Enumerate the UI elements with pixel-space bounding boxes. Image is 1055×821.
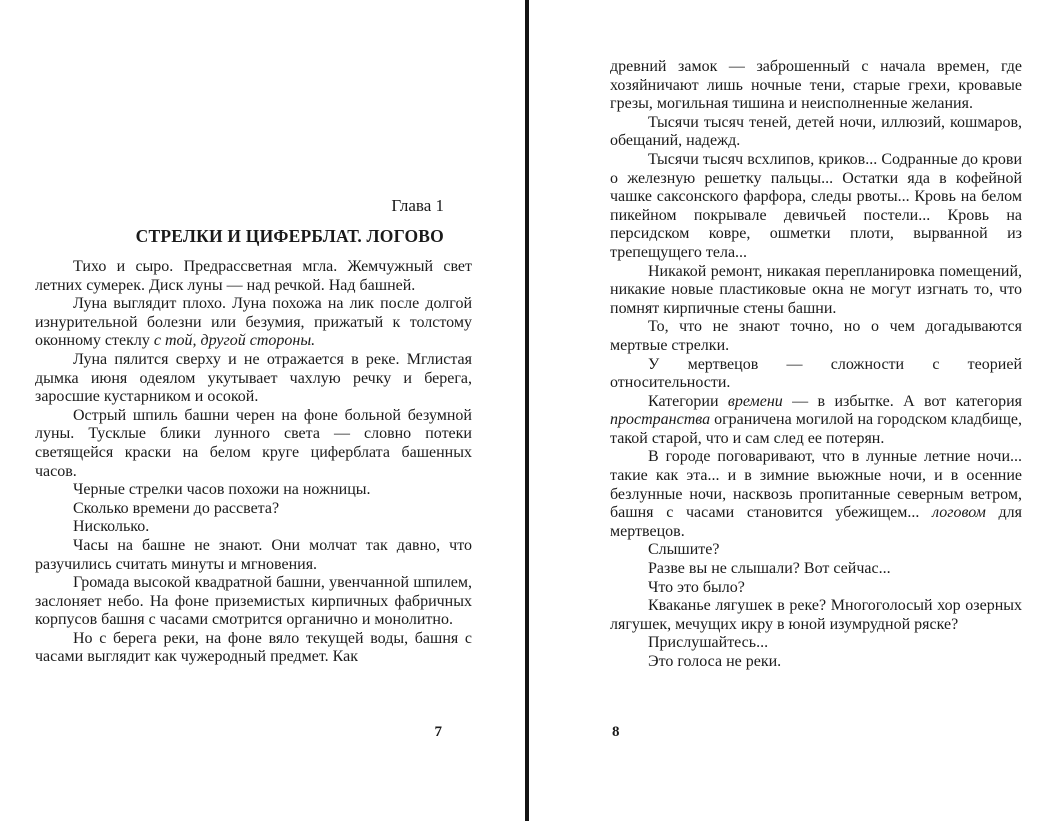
text-run: Черные стрелки часов похожи на ножницы. [73,481,371,499]
paragraph [35,407,472,481]
paragraph [610,114,1022,151]
text-run: Тысячи тысяч теней, детей ночи, иллюзий, кошмаров, обещаний, надежд. [610,113,1022,150]
text-run: древний замок — заброшенный с начала времен, где хозяйничают лишь ночные тени, старые грехи, кровавые грезы, могильная тишина и неисполненные желания. [610,58,1022,113]
paragraph [610,634,1022,653]
paragraph [610,653,1022,672]
italic-text-run: пространства [610,411,711,429]
text-run: ограничена могилой на городском кладбище, такой старой, что и сам след ее потерян. [610,411,1023,447]
paragraph [610,597,1022,634]
text-run: Категории [648,392,728,410]
paragraph [610,58,1022,114]
paragraph [35,500,472,519]
text-run: Что это было? [648,578,745,596]
paragraph [610,448,1022,541]
chapter-title: СТРЕЛКИ И ЦИФЕРБЛАТ. ЛОГОВО [135,226,444,246]
text-run: для мертвецов. [610,504,1023,540]
right-page [610,0,1022,821]
paragraph [35,351,472,407]
text-run: Тысячи тысяч всхлипов, криков... Содранные до крови о железную решетку пальцы... Остатки яда в кофейной чашке саксонского фарфора, следы рвоты... Кровь на белом пикейном покрывале девичьей постели... Кровь на персидском ковре, ошметки плоти, вырванной из трепещущего тела... [610,150,1022,261]
left-page-body [35,258,472,667]
italic-text-run: логовом [932,504,986,522]
text-run: — в избытке. А вот категория [782,392,1022,410]
text-run: Это голоса не реки. [648,653,782,670]
paragraph [610,579,1022,598]
paragraph [35,537,472,574]
chapter-label: Глава 1 [391,196,444,215]
text-run: Слышите? [648,541,720,559]
paragraph [610,356,1022,393]
italic-text-run: времени [727,392,783,410]
text-run: В городе поговаривают, что в лунные летние ночи... такие как эта... и в зимние вьюжные ночи, и в осенние безлунные ночи, насквозь пропитанные северным ветром, башня с часами становится убежищем... [610,448,1022,522]
text-run: Громада высокой квадратной башни, увенчанной шпилем, заслоняет небо. На фоне приземистых кирпичных фабричных корпусов башня с часами смотрится органично и монолитно. [35,574,472,629]
paragraph [35,481,472,500]
text-run: Луна пялится сверху и не отражается в реке. Мглистая дымка июня одеялом укутывает чахлую речку и берега, заросшие кустарником и осокой. [35,350,472,406]
spine-divider [525,0,529,821]
paragraph [610,560,1022,579]
text-run: Кваканье лягушек в реке? Многоголосый хор озерных лягушек, мечущих икру в юной изумрудной ряске? [610,597,1022,633]
text-run: Прислушайтесь... [648,634,769,652]
paragraph [35,574,472,630]
paragraph [35,258,472,295]
paragraph [35,295,472,351]
paragraph [35,630,472,667]
paragraph [610,393,1022,449]
text-run: Разве вы не слышали? Вот сейчас... [648,560,891,578]
paragraph [610,263,1022,319]
text-run: У мертвецов — сложности с теорией относительности. [610,355,1022,392]
text-run: Но с берега реки, на фоне вяло текущей воды, башня с часами выглядит как чужеродный предмет. Как [35,629,472,666]
text-run: Острый шпиль башни черен на фоне больной безумной луны. Тусклые блики лунного света — словно потеки светящейся краски на белом круге циферблата башенных часов. [35,406,472,480]
text-run: Луна выглядит плохо. Луна похожа на лик после долгой изнурительной болезни или безумия, прижатый к толстому оконному стеклу [35,295,472,350]
italic-text-run: с той, другой стороны. [153,332,316,350]
page-number-right: 8 [612,724,620,740]
paragraph [610,541,1022,560]
text-run: Нисколько. [73,518,150,536]
paragraph [610,151,1022,263]
paragraph [610,318,1022,355]
text-run: Часы на башне не знают. Они молчат так давно, что разучились считать минуты и мгновения. [35,536,472,573]
text-run: Сколько времени до рассвета? [73,499,280,517]
text-run: Тихо и сыро. Предрассветная мгла. Жемчужный свет летних сумерек. Диск луны — над речкой. Над башней. [35,258,472,294]
text-run: Никакой ремонт, никакая перепланировка помещений, никакие новые пластиковые окна не могут изгнать то, что помнят кирпичные стены башни. [610,262,1022,317]
paragraph [35,518,472,537]
right-page-body [610,0,1022,672]
left-page [35,0,472,821]
text-run: То, что не знают точно, но о чем догадываются мертвые стрелки. [610,318,1022,354]
page-number-left: 7 [434,724,442,740]
